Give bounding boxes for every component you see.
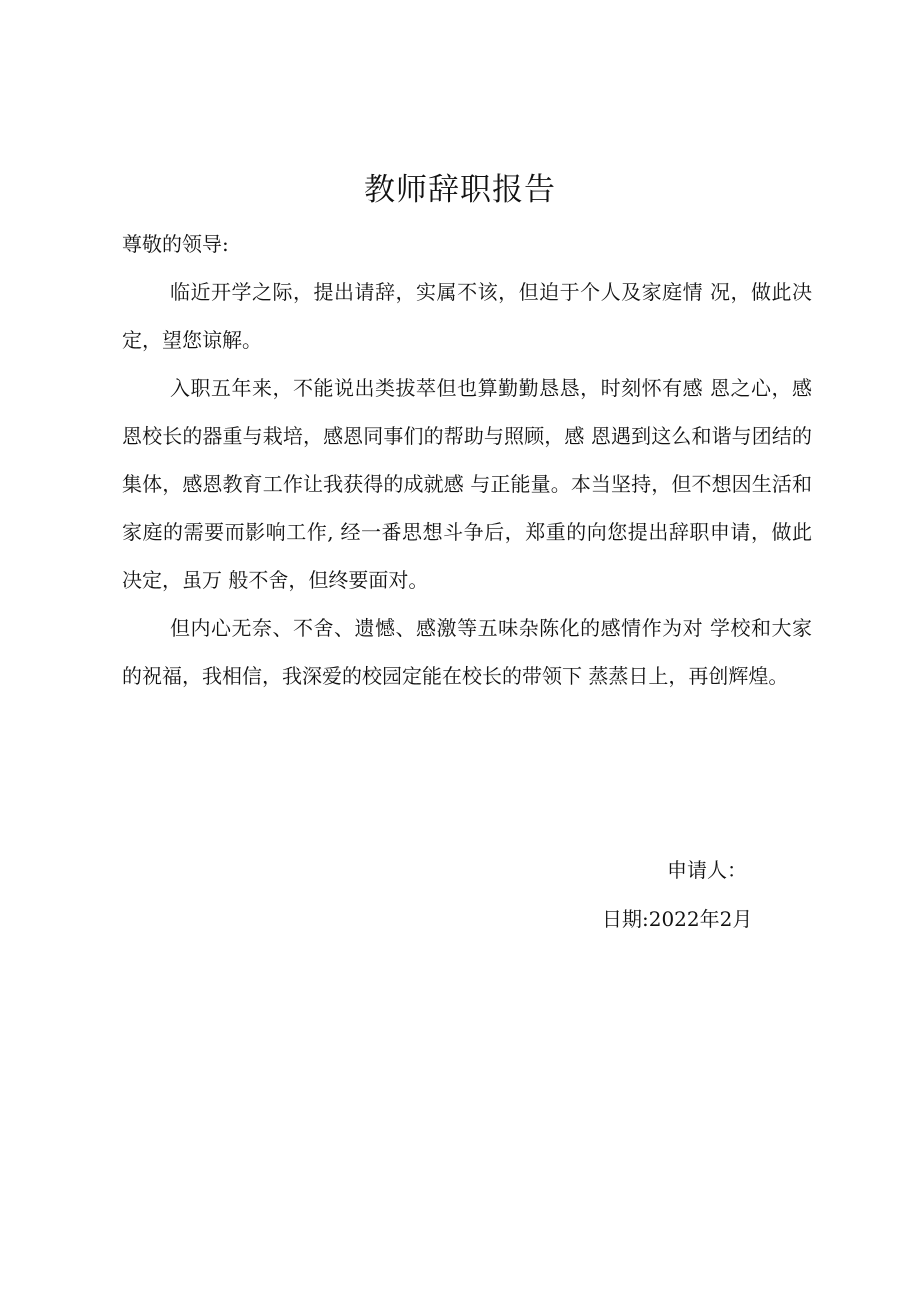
body-paragraph-1: 临近开学之际，提出请辞，实属不该，但迫于个人及家庭情 况，做此决定，望您谅解。 — [122, 280, 812, 352]
salutation: 尊敬的领导: — [122, 232, 229, 256]
signer-label: 申请人： — [667, 858, 747, 882]
document-body — [122, 268, 812, 700]
date-line: 日期:2022年2月 — [602, 907, 753, 931]
body-paragraph-2: 入职五年来，不能说出类拔萃但也算勤勤恳恳，时刻怀有感 恩之心，感恩校长的器重与栽培，感恩同事们的帮助与照顾，感 恩遇到这么和谐与团结的集体，感恩教育工作让我获得的成就感 与正能量。本当坚持，但不想因生活和家庭的需要而影响工作, 经一番思想斗争后，郑重的向您提出辞职申请，做此决定，虽万 般不舍，但终要面对。 — [122, 376, 812, 592]
document-title: 教师辞职报告 — [364, 172, 556, 208]
body-paragraph-3: 但内心无奈、不舍、遗憾、感激等五味杂陈化的感情作为对 学校和大家的祝福，我相信，我深爱的校园定能在校长的带领下 蒸蒸日上，再创辉煌。 — [122, 616, 812, 688]
